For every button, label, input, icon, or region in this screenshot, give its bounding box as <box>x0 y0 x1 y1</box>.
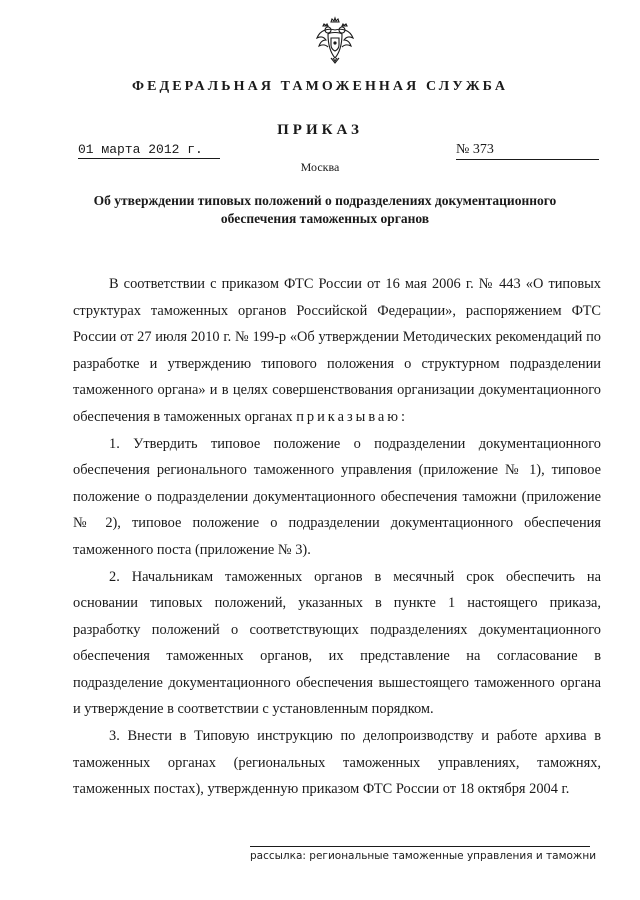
item-2-paragraph: 2. Начальникам таможенных органов в месячный срок обеспечить на основании типовых положений, указанных в пункте 1 настоящего приказа, разработку положений о соответствующих подразделениях документационного обеспечения таможенных органов, их представление на согласование в подразделение документационного обеспечения вышестоящего таможенного органа и утверждение в соответствии с установленным порядком. <box>73 568 601 717</box>
agency-name: ФЕДЕРАЛЬНАЯ ТАМОЖЕННАЯ СЛУЖБА <box>131 79 509 94</box>
document-body <box>73 271 601 803</box>
document-title: Об утверждении типовых положений о подразделениях документационного обеспечения таможенных органов <box>93 193 557 226</box>
item-3-paragraph: 3. Внести в Типовую инструкцию по делопроизводству и работе архива в таможенных органах (региональных таможенных управлениях, таможнях, таможенных постах), утвержденную приказом ФТС России от 18 октября 2004 г. <box>73 728 601 797</box>
document-date: 01 марта 2012 г. <box>78 142 220 159</box>
footer-divider <box>250 846 590 847</box>
distribution-list: рассылка: региональные таможенные управления и таможни <box>250 850 597 862</box>
preamble-paragraph <box>73 271 601 430</box>
document-number: № 373 <box>456 142 599 160</box>
document-type: ПРИКАЗ <box>277 122 363 138</box>
russian-coat-of-arms-icon <box>314 16 356 66</box>
order-word: приказываю: <box>296 408 409 425</box>
preamble-text: В соответствии с приказом ФТС России от 16 мая 2006 г. № 443 «О типовых структурах таможенных органов Российской Федерации», распоряжением ФТС России от 27 июля 2010 г. № 199-р «Об утверждении Методических рекомендаций по разработке и утверждению типового положения о структурном подразделении таможенного органа» и в целях совершенствования организации документационного обеспечения в таможенных органах <box>73 276 601 425</box>
document-city: Москва <box>300 160 340 174</box>
item-1-paragraph: 1. Утвердить типовое положение о подразделении документационного обеспечения регионального таможенного управления (приложение № 1), типовое положение о подразделении документационного обеспечения таможни (приложение № 2), типовое положение о подразделении документационного обеспечения таможенного поста (приложение № 3). <box>73 435 601 558</box>
